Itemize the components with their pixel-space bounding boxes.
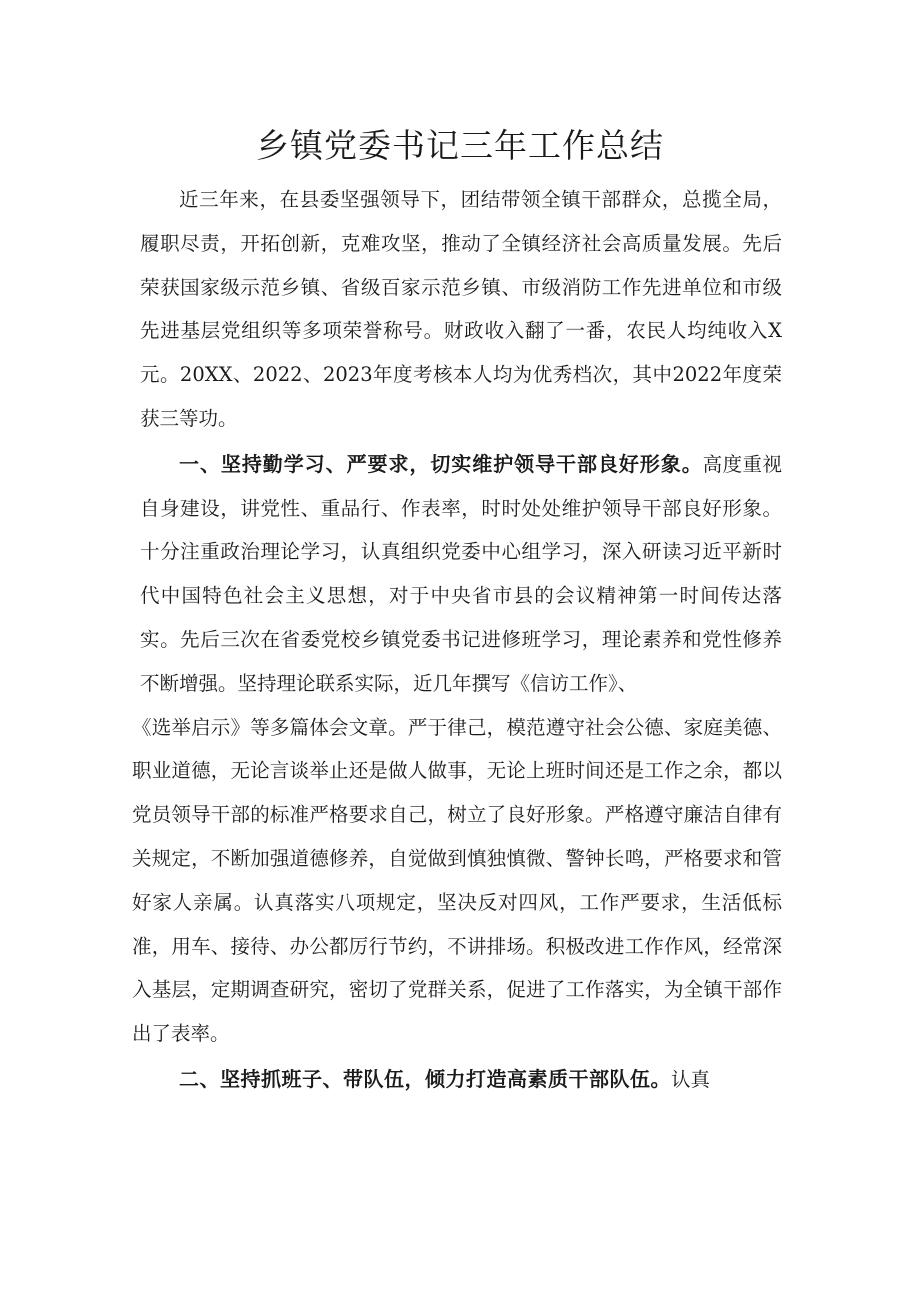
section-1-heading: 一、坚持勤学习、严要求，切实维护领导干部良好形象。 — [179, 451, 703, 476]
section-1-continued-paragraph: 《选举启示》等多篇体会文章。严于律己，模范遵守社会公德、家庭美德、职业道德，无论言谈举止还是做人做事，无论上班时间还是工作之余，都以党员领导干部的标准严格要求自己，树立了良好形象。严格遵守廉洁自律有关规定，不断加强道德修养，自觉做到慎独慎微、警钟长鸣，严格要求和管好家人亲属。认真落实八项规定，坚决反对四风，工作严要求，生活低标准，用车、接待、办公都厉行节约，不讲排场。积极改进工作作风，经常深入基层，定期调查研究，密切了党群关系，促进了工作落实，为全镇干部作出了表率。 — [132, 715, 782, 1046]
section-2-paragraph — [140, 1058, 782, 1102]
document-body — [132, 178, 782, 1102]
section-1-text: 高度重视自身建设，讲党性、重品行、作表率，时时处处维护领导干部良好形象。十分注重政治理论学习，认真组织党委中心组学习，深入研读习近平新时代中国特色社会主义思想，对于中央省市县的会议精神第一时间传达落实。先后三次在省委党校乡镇党委书记进修班学习，理论素养和党性修养不断增强。坚持理论联系实际，近几年撰写《信访工作》、 — [140, 452, 782, 695]
intro-paragraph: 近三年来，在县委坚强领导下，团结带领全镇干部群众，总揽全局，履职尽责，开拓创新，克难攻坚，推动了全镇经济社会高质量发展。先后荣获国家级示范乡镇、省级百家示范乡镇、市级消防工作先进单位和市级先进基层党组织等多项荣誉称号。财政收入翻了一番，农民人均纯收入X元。20XX、2022、2023年度考核本人均为优秀档次，其中2022年度荣获三等功。 — [140, 188, 782, 430]
section-2-text: 认真 — [671, 1067, 711, 1091]
section-1-paragraph — [140, 443, 782, 706]
document-title: 乡镇党委书记三年工作总结 — [256, 126, 664, 165]
section-2-heading: 二、坚持抓班子、带队伍，倾力打造高素质干部队伍。 — [179, 1066, 671, 1091]
